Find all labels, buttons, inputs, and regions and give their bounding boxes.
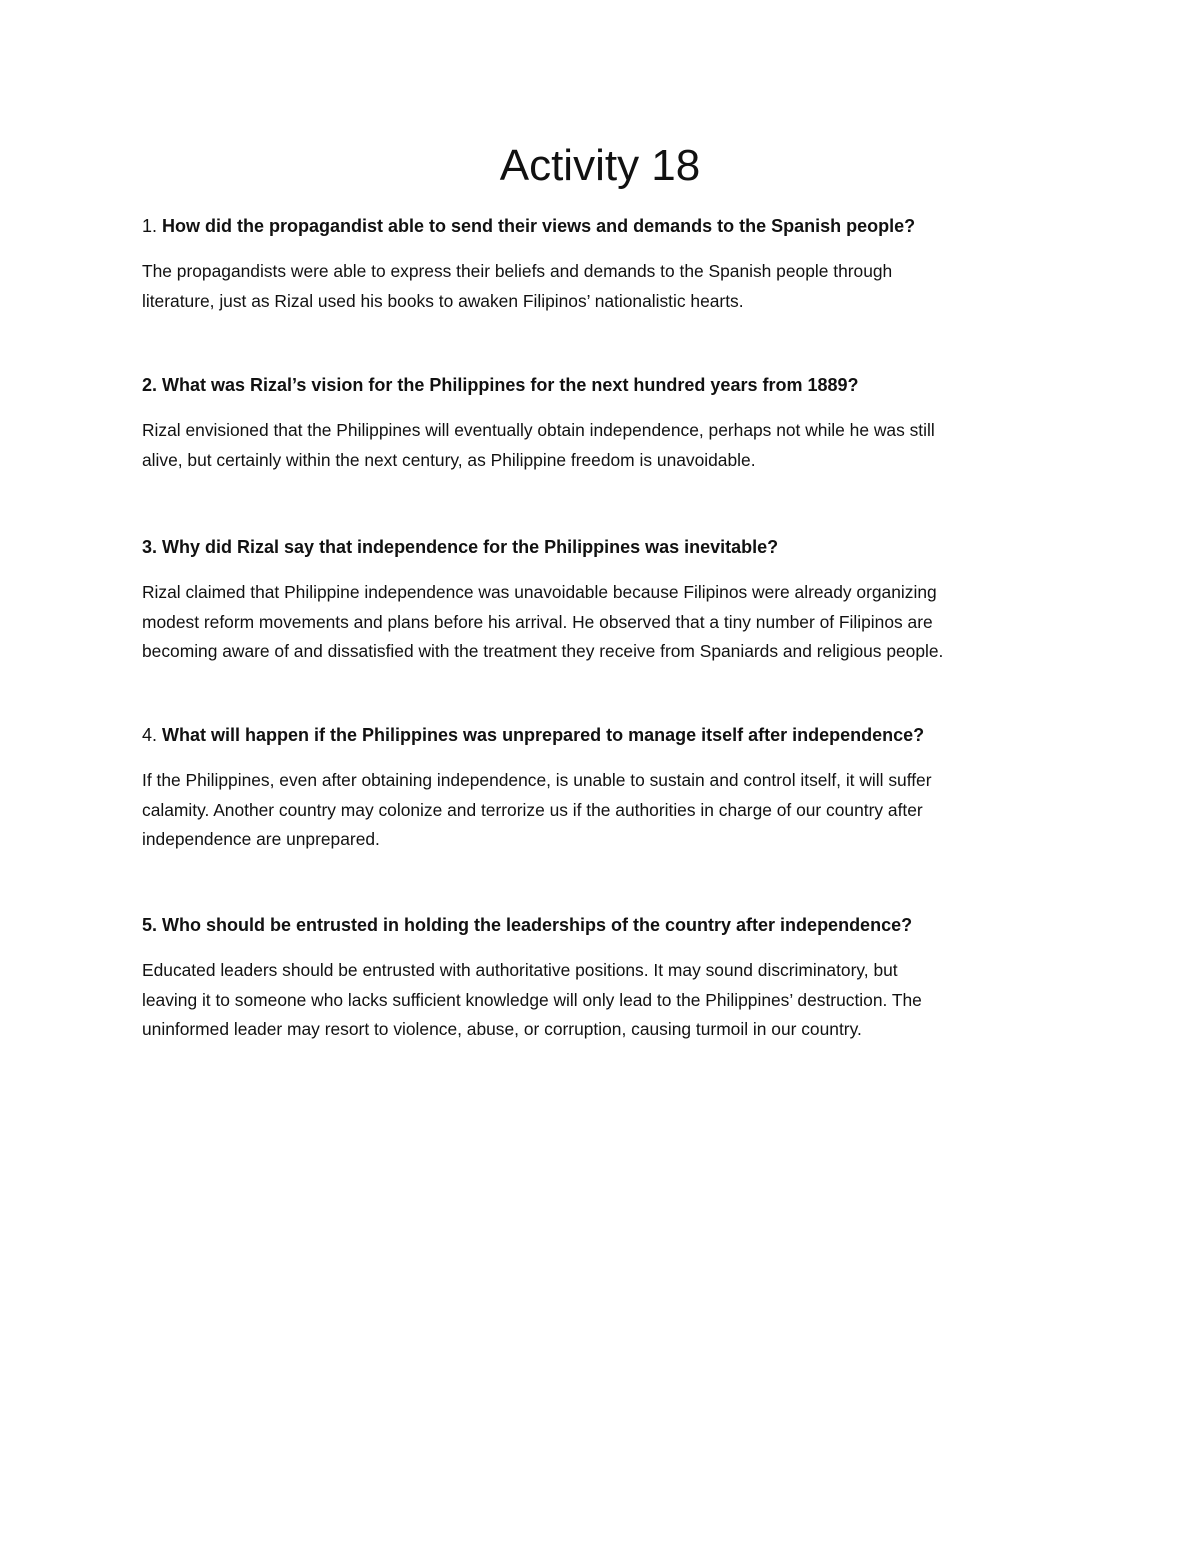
answer-line: Rizal claimed that Philippine independence was unavoidable because Filipinos were already organizing xyxy=(142,582,937,602)
answer-paragraph xyxy=(142,257,1072,316)
question-text: What will happen if the Philippines was unprepared to manage itself after independence? xyxy=(162,725,925,745)
question-number: 3. xyxy=(142,537,158,557)
answer-line: Rizal envisioned that the Philippines will eventually obtain independence, perhaps not while he was still xyxy=(142,420,935,440)
answer-line: uninformed leader may resort to violence, abuse, or corruption, causing turmoil in our country. xyxy=(142,1019,862,1039)
question-heading xyxy=(142,722,1072,748)
question-text: Who should be entrusted in holding the leaderships of the country after independence? xyxy=(162,915,913,935)
question-heading xyxy=(142,372,1072,398)
answer-line: modest reform movements and plans before his arrival. He observed that a tiny number of Filipinos are xyxy=(142,611,933,632)
question-number: 1. xyxy=(142,216,158,236)
question-heading xyxy=(142,213,1072,239)
question-number: 5. xyxy=(142,915,158,935)
page-title: Activity 18 xyxy=(499,141,701,190)
answer-line: literature, just as Rizal used his books to awaken Filipinos’ nationalistic hearts. xyxy=(142,290,744,311)
answer-line: alive, but certainly within the next century, as Philippine freedom is unavoidable. xyxy=(142,449,756,470)
qa-item xyxy=(142,213,1072,316)
answer-line: If the Philippines, even after obtaining independence, is unable to sustain and control itself, it will suffer xyxy=(142,770,932,790)
question-number: 2. xyxy=(142,375,158,395)
qa-item xyxy=(142,372,1072,475)
answer-paragraph xyxy=(142,956,1072,1045)
question-heading xyxy=(142,534,1072,560)
answer-paragraph xyxy=(142,578,1072,667)
question-heading xyxy=(142,912,1072,938)
answer-line: Educated leaders should be entrusted with authoritative positions. It may sound discriminatory, but xyxy=(142,960,898,980)
answer-line: leaving it to someone who lacks sufficient knowledge will only lead to the Philippines’ destruction. The xyxy=(142,989,922,1010)
answer-paragraph xyxy=(142,766,1072,855)
question-number: 4. xyxy=(142,725,158,745)
qa-item xyxy=(142,534,1072,667)
question-text: Why did Rizal say that independence for the Philippines was inevitable? xyxy=(162,537,779,557)
question-text: What was Rizal’s vision for the Philippines for the next hundred years from 1889? xyxy=(162,375,859,395)
answer-line: The propagandists were able to express their beliefs and demands to the Spanish people through xyxy=(142,261,893,281)
qa-item xyxy=(142,912,1072,1045)
answer-line: becoming aware of and dissatisfied with the treatment they receive from Spaniards and religious people. xyxy=(142,641,944,661)
qa-item xyxy=(142,722,1072,855)
answer-paragraph xyxy=(142,416,1072,475)
question-text: How did the propagandist able to send their views and demands to the Spanish people? xyxy=(162,216,916,236)
answer-line: independence are unprepared. xyxy=(142,829,380,849)
answer-line: calamity. Another country may colonize and terrorize us if the authorities in charge of our country after xyxy=(142,799,923,820)
